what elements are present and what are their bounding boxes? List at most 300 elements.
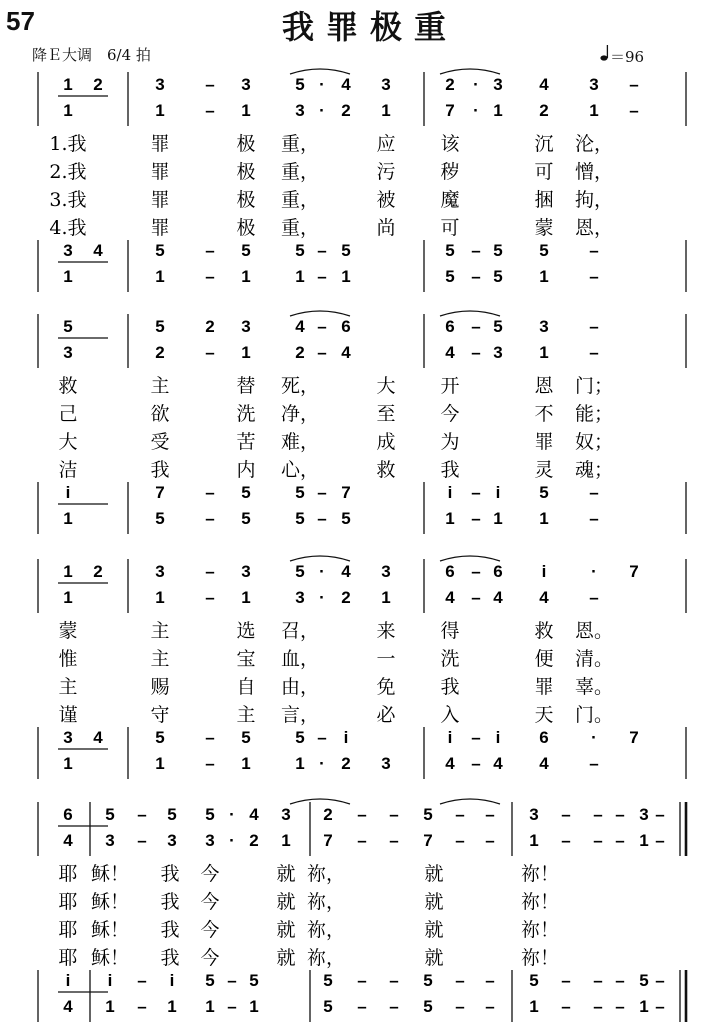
lyric-syllable: 成 (376, 431, 396, 453)
lyric-syllable: 罪 (150, 189, 170, 211)
soprano-note: · (473, 75, 479, 94)
tenor-note: i (65, 971, 71, 990)
key-time-signature: 降Ｅ大调 6/4 拍 (32, 46, 151, 64)
lyric-syllable: 血， (280, 648, 320, 670)
lyric-syllable: 苦 (236, 431, 256, 453)
alto-note: 3 (295, 588, 305, 607)
tenor-note: 5 (205, 971, 215, 990)
lyric-syllable: 罪 (150, 133, 170, 155)
alto-note: – (593, 831, 603, 850)
lyric-syllable: 可 (440, 217, 460, 239)
lyric-syllable: 替 (236, 375, 256, 397)
lyric-syllable: 至 (376, 403, 396, 425)
alto-note: 2 (155, 343, 165, 362)
lyric-syllable: 蒙 (534, 217, 554, 239)
alto-note: – (137, 831, 147, 850)
lyric-syllable: 1.我 (49, 133, 87, 155)
soprano-note: – (357, 805, 367, 824)
alto-note: 7 (445, 101, 455, 120)
bass-note: 1 (639, 997, 649, 1016)
tenor-note: 5 (639, 971, 649, 990)
bass-note: 1 (493, 509, 503, 528)
alto-note: 3 (167, 831, 177, 850)
tenor-note: 5 (249, 971, 259, 990)
tenor-note: 5 (155, 241, 165, 260)
tenor-note: i (495, 483, 501, 502)
soprano-note: 3 (529, 805, 539, 824)
bass-note: – (205, 509, 215, 528)
lyric-syllable: 3.我 (49, 189, 87, 211)
alto-note: 1 (381, 588, 391, 607)
lyric-syllable: 祢， (306, 919, 346, 941)
lyric-syllable: 救 (58, 375, 78, 397)
slur (290, 311, 350, 316)
alto-note: 4 (63, 831, 73, 850)
lyric-syllable: 欲 (150, 403, 170, 425)
lyric-syllable: 秽 (440, 161, 460, 183)
lyric-syllable: 今 (200, 891, 220, 913)
tenor-note: – (471, 241, 481, 260)
tenor-note: i (447, 483, 453, 502)
alto-note: 1 (241, 343, 251, 362)
alto-note: · (473, 101, 479, 120)
alto-note: 1 (241, 588, 251, 607)
lyric-syllable: 重， (280, 161, 320, 183)
soprano-note: · (229, 805, 235, 824)
lyric-syllable: 辜。 (574, 676, 614, 698)
alto-note: – (357, 831, 367, 850)
lyric-syllable: 洗 (440, 648, 460, 670)
lyric-syllable: 门； (574, 375, 614, 397)
alto-note: 3 (105, 831, 115, 850)
bass-note: 1 (155, 754, 165, 773)
bass-note: 1 (529, 997, 539, 1016)
lyric-syllable: 主 (236, 704, 256, 726)
soprano-note: 5 (167, 805, 177, 824)
soprano-note: 2 (323, 805, 333, 824)
tenor-note: 5 (539, 483, 549, 502)
tenor-note: – (205, 241, 215, 260)
lyric-syllable: 祢， (306, 863, 346, 885)
bass-note: 1 (295, 267, 305, 286)
alto-note: – (389, 831, 399, 850)
bass-note: 1 (445, 509, 455, 528)
soprano-note: – (471, 562, 481, 581)
tenor-note: – (389, 971, 399, 990)
alto-note: 2 (341, 101, 351, 120)
soprano-note: – (205, 562, 215, 581)
bass-note: – (485, 997, 495, 1016)
tenor-note: 7 (629, 728, 639, 747)
lyric-syllable: 召， (280, 620, 320, 642)
lyric-syllable: 谨 (58, 704, 78, 726)
soprano-note: – (615, 805, 625, 824)
tenor-note: – (317, 483, 327, 502)
lyric-syllable: 由， (280, 676, 320, 698)
lyric-syllable: 救 (376, 459, 396, 481)
soprano-note: 4 (341, 75, 351, 94)
lyric-syllable: 我 (160, 863, 180, 885)
bass-note: 4 (63, 997, 73, 1016)
lyric-syllable: 我 (440, 459, 460, 481)
alto-note: – (615, 831, 625, 850)
lyric-syllable: 2.我 (49, 161, 87, 183)
lyric-syllable: 灵 (534, 459, 554, 481)
bass-note: – (593, 997, 603, 1016)
lyric-syllable: 我 (150, 459, 170, 481)
lyric-syllable: 入 (440, 704, 460, 726)
soprano-note: · (319, 75, 325, 94)
alto-note: 2 (295, 343, 305, 362)
lyric-syllable: 稣！ (90, 919, 130, 941)
lyric-syllable: 沉 (534, 133, 554, 155)
tenor-note: – (655, 971, 665, 990)
bass-note: 1 (241, 754, 251, 773)
alto-note: 1 (63, 101, 73, 120)
lyric-syllable: 稣！ (90, 947, 130, 969)
tenor-note: 4 (93, 241, 103, 260)
slur (440, 556, 500, 561)
soprano-note: · (591, 562, 597, 581)
lyric-syllable: 惟 (58, 648, 78, 670)
bass-note: – (471, 754, 481, 773)
lyric-syllable: 能； (574, 403, 614, 425)
tenor-note: i (169, 971, 175, 990)
soprano-note: 3 (241, 317, 251, 336)
lyric-syllable: 就 (424, 919, 444, 941)
lyric-syllable: 魔 (440, 189, 460, 211)
alto-note: 1 (281, 831, 291, 850)
bass-note: – (655, 997, 665, 1016)
tenor-note: – (471, 728, 481, 747)
soprano-note: – (655, 805, 665, 824)
lyric-syllable: 己 (58, 403, 78, 425)
lyric-syllable: 就 (276, 863, 296, 885)
soprano-note: 4 (249, 805, 259, 824)
lyric-syllable: 憎， (574, 161, 614, 183)
alto-note: – (471, 343, 481, 362)
alto-note: 1 (63, 588, 73, 607)
lyric-syllable: 言， (280, 704, 320, 726)
alto-note: 1 (529, 831, 539, 850)
tenor-note: 5 (539, 241, 549, 260)
tenor-note: 4 (93, 728, 103, 747)
soprano-note: 3 (493, 75, 503, 94)
lyric-syllable: 重， (280, 189, 320, 211)
alto-note: 1 (639, 831, 649, 850)
soprano-note: – (593, 805, 603, 824)
alto-note: 4 (445, 343, 455, 362)
soprano-note: – (389, 805, 399, 824)
lyric-syllable: 就 (424, 891, 444, 913)
tenor-note: – (317, 728, 327, 747)
lyric-syllable: 主 (150, 648, 170, 670)
lyric-syllable: 救 (534, 620, 554, 642)
soprano-note: – (137, 805, 147, 824)
tenor-note: i (343, 728, 349, 747)
lyric-syllable: 我 (160, 891, 180, 913)
soprano-note: i (541, 562, 547, 581)
alto-note: – (205, 343, 215, 362)
lyric-syllable: 我 (160, 919, 180, 941)
hymn-number: 57 (6, 6, 35, 36)
lyric-syllable: 为 (440, 431, 460, 453)
bass-note: 1 (63, 267, 73, 286)
lyric-syllable: 拘， (574, 189, 614, 211)
lyric-syllable: 罪 (534, 676, 554, 698)
alto-note: 1 (589, 101, 599, 120)
lyric-syllable: 耶 (58, 863, 78, 885)
tenor-note: i (107, 971, 113, 990)
alto-note: 1 (493, 101, 503, 120)
lyric-syllable: 祢！ (520, 919, 560, 941)
lyric-syllable: 主 (150, 375, 170, 397)
lyric-syllable: 就 (424, 947, 444, 969)
tenor-note: – (205, 728, 215, 747)
alto-note: 3 (295, 101, 305, 120)
lyric-syllable: 洁 (58, 459, 78, 481)
bass-note: 1 (155, 267, 165, 286)
alto-note: – (471, 588, 481, 607)
bass-note: 1 (249, 997, 259, 1016)
alto-note: 2 (539, 101, 549, 120)
bass-note: – (317, 267, 327, 286)
lyric-syllable: 难， (280, 431, 320, 453)
bass-note: – (589, 509, 599, 528)
soprano-note: 1 (63, 562, 73, 581)
soprano-note: 6 (341, 317, 351, 336)
bass-note: 5 (341, 509, 351, 528)
tenor-note: 5 (529, 971, 539, 990)
alto-note: 4 (445, 588, 455, 607)
bass-note: – (137, 997, 147, 1016)
lyric-syllable: 祢， (306, 891, 346, 913)
tenor-note: i (495, 728, 501, 747)
lyric-syllable: 恩。 (574, 620, 614, 642)
alto-note: – (455, 831, 465, 850)
bass-note: 5 (295, 509, 305, 528)
lyric-syllable: 守 (150, 704, 170, 726)
lyric-syllable: 今 (200, 919, 220, 941)
soprano-note: 3 (589, 75, 599, 94)
lyric-syllable: 被 (376, 189, 396, 211)
lyric-syllable: 尚 (376, 217, 396, 239)
lyric-syllable: 重， (280, 217, 320, 239)
soprano-note: 4 (341, 562, 351, 581)
soprano-note: – (471, 317, 481, 336)
bass-note: 1 (341, 267, 351, 286)
soprano-note: 3 (241, 75, 251, 94)
lyric-syllable: 就 (276, 891, 296, 913)
bass-note: 5 (241, 509, 251, 528)
soprano-note: – (485, 805, 495, 824)
slur (290, 69, 350, 74)
alto-note: 7 (323, 831, 333, 850)
soprano-note: – (317, 317, 327, 336)
bass-note: – (589, 754, 599, 773)
hymn-title: 我罪极重 (281, 8, 458, 46)
lyric-syllable: 免 (376, 676, 396, 698)
soprano-note: 3 (281, 805, 291, 824)
soprano-note: 4 (539, 75, 549, 94)
soprano-note: 5 (493, 317, 503, 336)
alto-note: – (629, 101, 639, 120)
bass-note: 5 (155, 509, 165, 528)
soprano-note: 2 (93, 75, 103, 94)
lyric-syllable: 内 (236, 459, 256, 481)
lyric-syllable: 极 (236, 133, 256, 155)
bass-note: 1 (539, 509, 549, 528)
lyric-syllable: 祢！ (520, 863, 560, 885)
lyric-syllable: 清。 (574, 648, 614, 670)
tenor-note: i (65, 483, 71, 502)
alto-note: – (561, 831, 571, 850)
tenor-note: – (455, 971, 465, 990)
soprano-note: 6 (63, 805, 73, 824)
soprano-note: 2 (93, 562, 103, 581)
bass-note: 5 (445, 267, 455, 286)
alto-note: – (205, 101, 215, 120)
bass-note: · (319, 754, 325, 773)
soprano-note: 7 (629, 562, 639, 581)
tenor-note: 5 (423, 971, 433, 990)
soprano-note: 5 (105, 805, 115, 824)
soprano-note: 2 (205, 317, 215, 336)
soprano-note: 3 (155, 562, 165, 581)
lyric-syllable: 极 (236, 189, 256, 211)
tenor-note: – (205, 483, 215, 502)
tenor-note: 5 (241, 728, 251, 747)
bass-note: 5 (423, 997, 433, 1016)
alto-note: – (589, 343, 599, 362)
tenor-note: – (471, 483, 481, 502)
bass-note: – (357, 997, 367, 1016)
tenor-note: 5 (323, 971, 333, 990)
lyric-syllable: 耶 (58, 891, 78, 913)
lyric-syllable: 死， (280, 375, 320, 397)
alto-note: – (589, 588, 599, 607)
lyric-syllable: 大 (376, 375, 396, 397)
soprano-note: 6 (445, 317, 455, 336)
bass-note: 5 (323, 997, 333, 1016)
tenor-note: – (561, 971, 571, 990)
soprano-note: 5 (295, 562, 305, 581)
tenor-note: – (485, 971, 495, 990)
tenor-note: 5 (241, 241, 251, 260)
lyric-syllable: 祢！ (520, 947, 560, 969)
lyric-syllable: 极 (236, 161, 256, 183)
bass-note: – (389, 997, 399, 1016)
soprano-note: 5 (205, 805, 215, 824)
slur (440, 799, 500, 804)
alto-note: 1 (155, 588, 165, 607)
bass-note: 5 (493, 267, 503, 286)
alto-note: 1 (381, 101, 391, 120)
tenor-note: – (593, 971, 603, 990)
bass-note: 4 (445, 754, 455, 773)
lyric-syllable: 主 (150, 620, 170, 642)
lyric-syllable: 罪 (150, 217, 170, 239)
bass-note: – (471, 509, 481, 528)
lyric-syllable: 今 (200, 947, 220, 969)
lyric-syllable: 罪 (534, 431, 554, 453)
alto-note: 7 (423, 831, 433, 850)
lyric-syllable: 奴； (574, 431, 614, 453)
bass-note: 4 (493, 754, 503, 773)
alto-note: 1 (241, 101, 251, 120)
lyric-syllable: 赐 (150, 676, 170, 698)
soprano-note: – (205, 75, 215, 94)
lyric-syllable: 不 (534, 403, 554, 425)
tenor-note: 3 (63, 241, 73, 260)
lyric-syllable: 恩 (534, 375, 554, 397)
soprano-note: 1 (63, 75, 73, 94)
soprano-note: 6 (493, 562, 503, 581)
bass-note: – (317, 509, 327, 528)
alto-note: – (205, 588, 215, 607)
lyric-syllable: 心， (280, 459, 320, 481)
bass-note: 1 (105, 997, 115, 1016)
tenor-note: – (589, 483, 599, 502)
lyric-syllable: 恩， (574, 217, 614, 239)
soprano-note: 3 (155, 75, 165, 94)
lyric-syllable: 得 (440, 620, 460, 642)
soprano-note: – (589, 317, 599, 336)
tenor-note: 5 (241, 483, 251, 502)
soprano-note: · (319, 562, 325, 581)
slur (290, 799, 350, 804)
alto-note: · (319, 588, 325, 607)
lyric-syllable: 祢， (306, 947, 346, 969)
bass-note: – (227, 997, 237, 1016)
alto-note: 2 (341, 588, 351, 607)
tenor-note: 3 (63, 728, 73, 747)
tenor-note: 5 (493, 241, 503, 260)
alto-note: 3 (205, 831, 215, 850)
lyric-syllable: 极 (236, 217, 256, 239)
soprano-note: 5 (63, 317, 73, 336)
tenor-note: 6 (539, 728, 549, 747)
lyric-syllable: 今 (200, 863, 220, 885)
lyric-syllable: 天 (534, 704, 554, 726)
tenor-note: i (447, 728, 453, 747)
soprano-note: 5 (295, 75, 305, 94)
soprano-note: 3 (241, 562, 251, 581)
tenor-note: – (317, 241, 327, 260)
tempo-value: ＝96 (610, 48, 645, 66)
lyric-syllable: 来 (376, 620, 396, 642)
soprano-note: 3 (381, 562, 391, 581)
soprano-note: – (561, 805, 571, 824)
lyric-syllable: 我 (160, 947, 180, 969)
lyric-syllable: 净， (280, 403, 320, 425)
lyric-syllable: 便 (534, 648, 554, 670)
bass-note: 1 (539, 267, 549, 286)
lyric-syllable: 沦， (574, 133, 614, 155)
bass-note: 1 (63, 509, 73, 528)
lyric-syllable: 污 (376, 161, 396, 183)
bass-note: – (589, 267, 599, 286)
lyric-syllable: 魂； (574, 459, 614, 481)
tenor-note: – (589, 241, 599, 260)
alto-note: 3 (493, 343, 503, 362)
soprano-note: 6 (445, 562, 455, 581)
tenor-note: – (137, 971, 147, 990)
tenor-note: 5 (295, 728, 305, 747)
lyric-syllable: 蒙 (58, 620, 78, 642)
bass-note: – (205, 267, 215, 286)
lyric-syllable: 就 (424, 863, 444, 885)
